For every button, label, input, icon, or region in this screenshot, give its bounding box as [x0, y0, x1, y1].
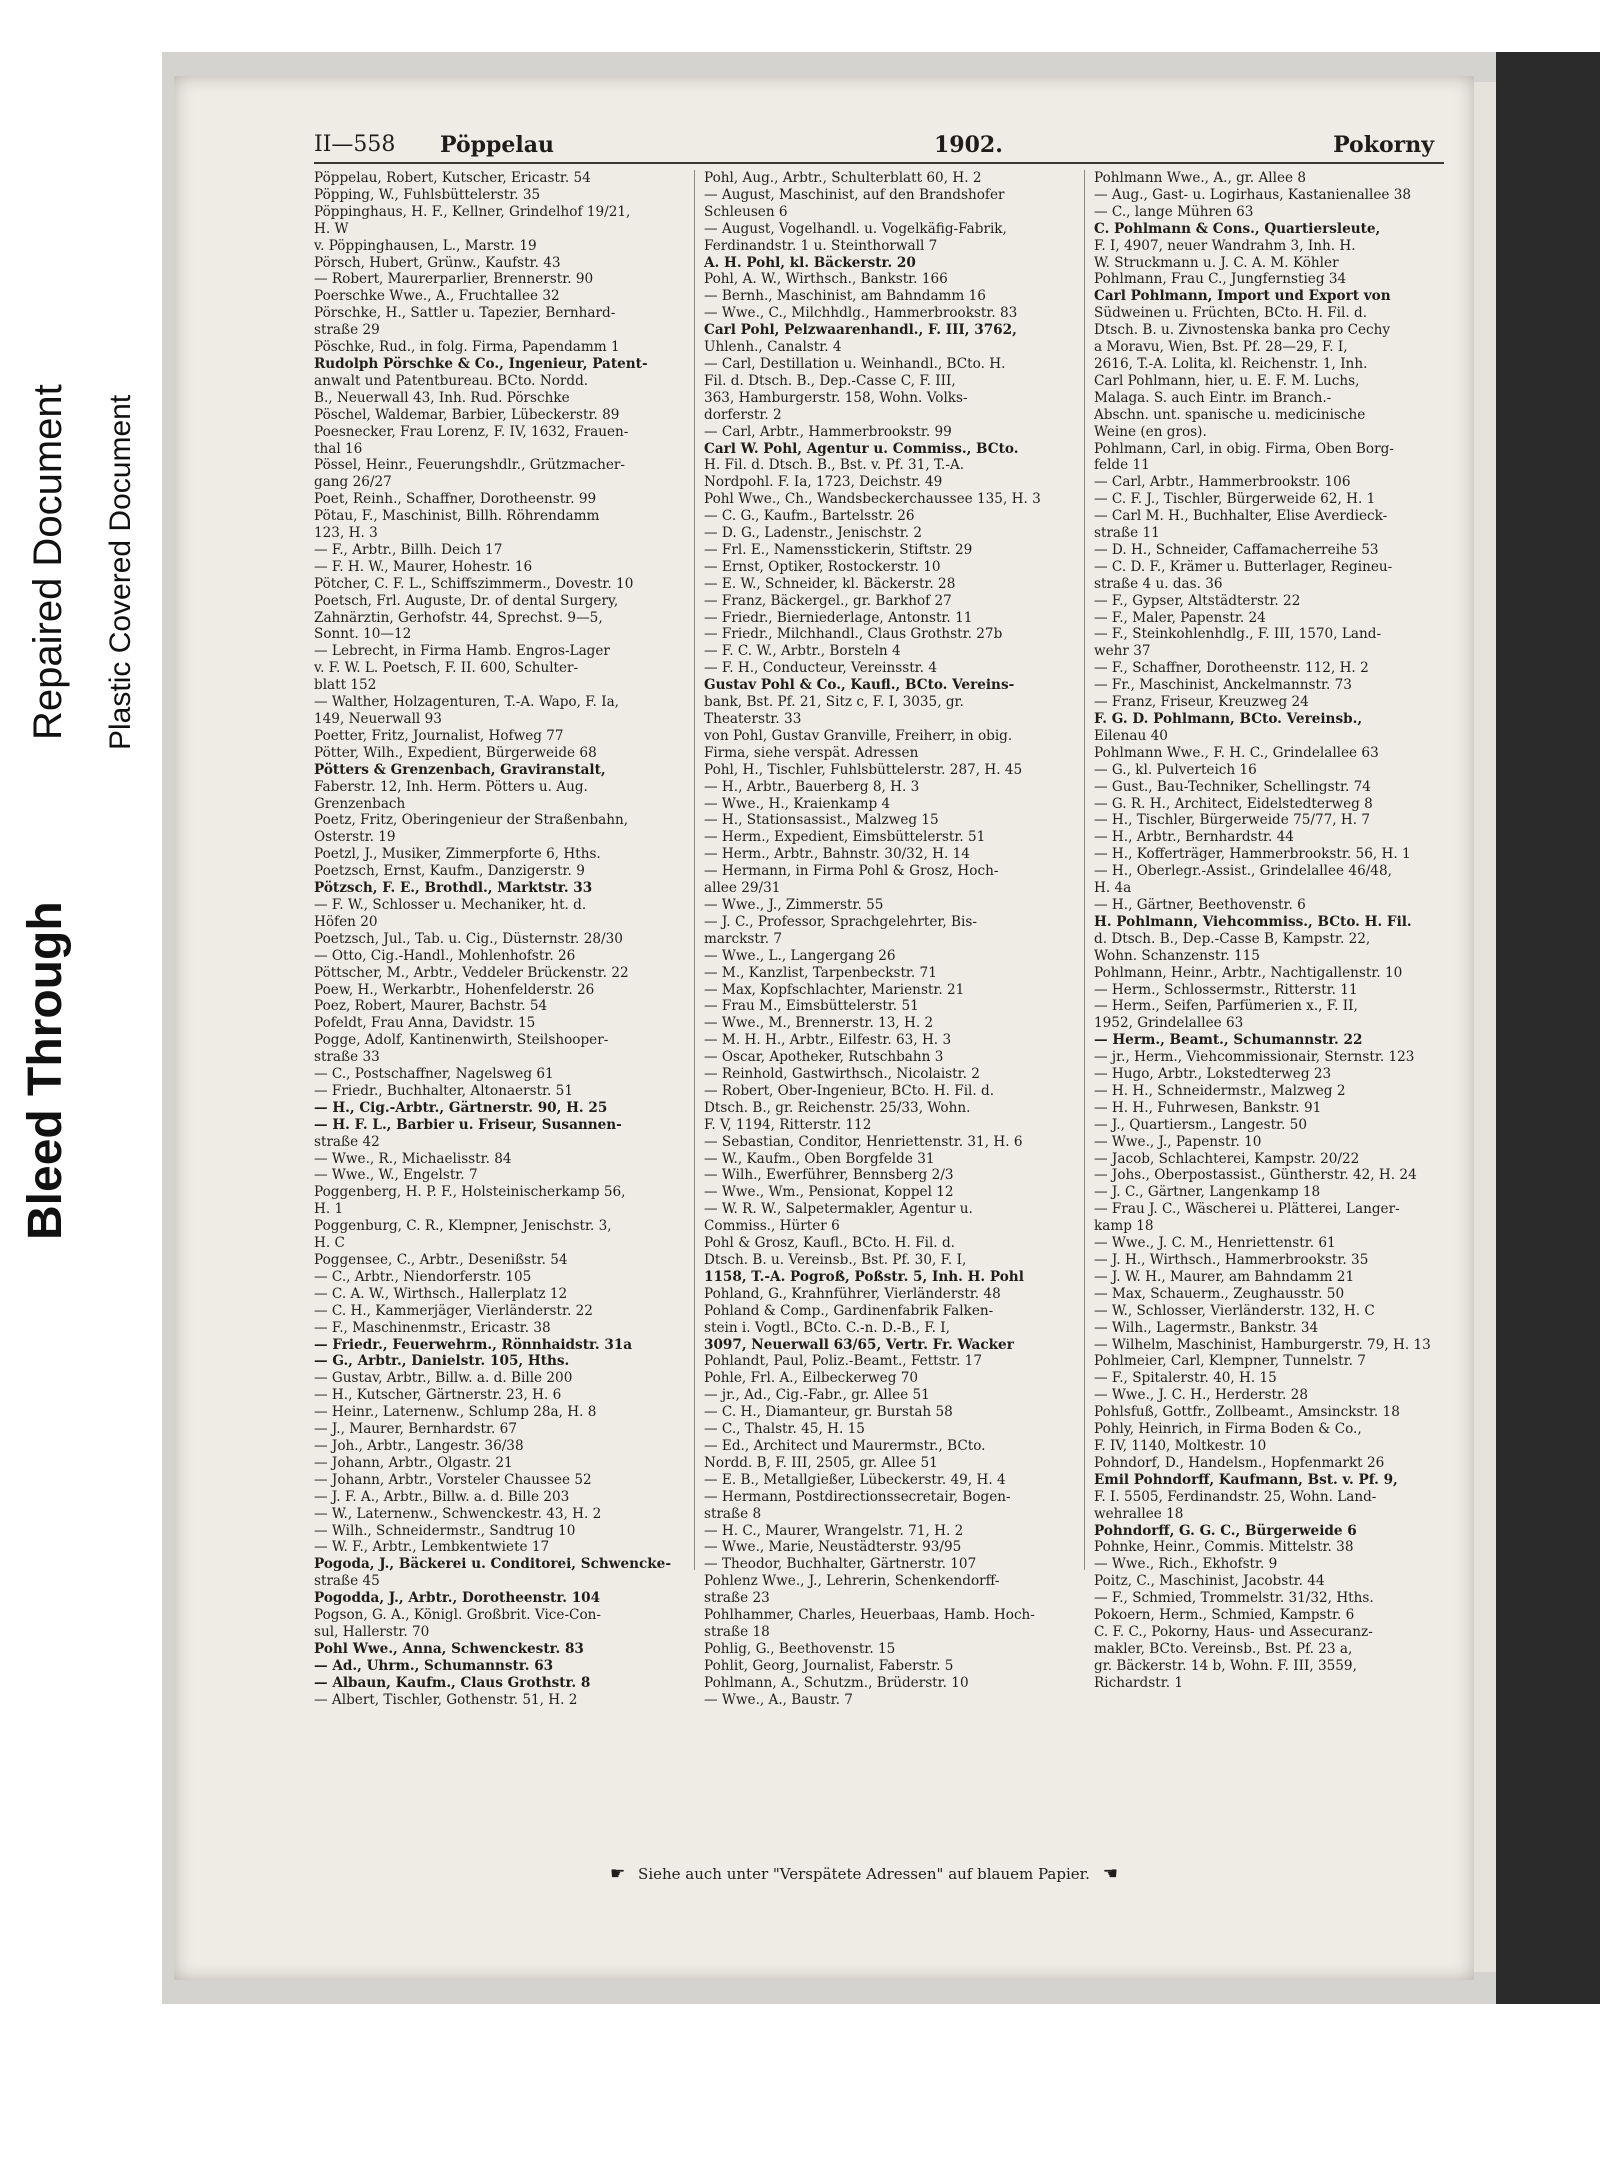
directory-entry: Pöschel, Waldemar, Barbier, Lübeckerstr. 89 [314, 406, 620, 423]
directory-entry: — Albaun, Kaufm., Claus Grothstr. 8 [314, 1674, 591, 1691]
directory-entry: 2616, T.-A. Lolita, kl. Reichenstr. 1, Inh. [1094, 355, 1368, 372]
directory-entry: — Wwe., M., Brennerstr. 13, H. 2 [704, 1015, 934, 1032]
directory-entry: dorferstr. 2 [704, 406, 782, 423]
directory-entry: — H., Gärtner, Beethovenstr. 6 [1094, 896, 1306, 913]
directory-entry: — J. C., Gärtner, Langenkamp 18 [1094, 1184, 1321, 1201]
directory-entry: — Ad., Uhrm., Schumannstr. 63 [314, 1657, 554, 1674]
directory-entry: Poitz, C., Maschinist, Jacobstr. 44 [1094, 1573, 1325, 1590]
directory-entry: Pohl & Grosz, Kaufl., BCto. H. Fil. d. [704, 1235, 955, 1252]
directory-entry: — Max, Schauerm., Zeughausstr. 50 [1094, 1285, 1345, 1302]
directory-entry: C. Pohlmann & Cons., Quartiersleute, [1094, 220, 1381, 237]
directory-entry: — F. H., Conducteur, Vereinsstr. 4 [704, 660, 937, 677]
directory-entry: Pössel, Heinr., Feuerungshdlr., Grützmacher- [314, 457, 625, 474]
directory-entry: Pöschke, Rud., in folg. Firma, Papendamm 1 [314, 339, 620, 356]
directory-entry: Pogodda, J., Arbtr., Dorotheenstr. 104 [314, 1590, 601, 1607]
directory-entry: — Oscar, Apotheker, Rutschbahn 3 [704, 1049, 944, 1066]
directory-page [174, 76, 1474, 1980]
directory-entry: — Friedr., Buchhalter, Altonaerstr. 51 [314, 1082, 573, 1099]
directory-entry: — August, Maschinist, auf den Brandshofer [704, 186, 1005, 203]
directory-entry: — Wwe., Marie, Neustädterstr. 93/95 [704, 1539, 962, 1556]
directory-entry: von Pohl, Gustav Granville, Freiherr, in obig. [704, 727, 1013, 744]
directory-entry: 149, Neuerwall 93 [314, 711, 442, 727]
directory-entry: B., Neuerwall 43, Inh. Rud. Pörschke [314, 389, 570, 406]
directory-entry: Dtsch. B. u. Zivnostenska banka pro Cechy [1094, 322, 1391, 339]
bleed-through-label: Bleed Through [19, 901, 72, 1240]
directory-entry: — F. W., Schlosser u. Mechaniker, ht. d. [314, 896, 587, 913]
directory-entry: — C. H., Diamanteur, gr. Burstah 58 [704, 1404, 953, 1421]
directory-entry: Poggensee, C., Arbtr., Desenißstr. 54 [314, 1252, 568, 1268]
directory-entry: Pohnke, Heinr., Commis. Mittelstr. 38 [1094, 1539, 1354, 1556]
directory-entry: Schleusen 6 [704, 203, 788, 220]
directory-entry: Pofeldt, Frau Anna, Davidstr. 15 [314, 1015, 536, 1032]
directory-entry: Pogoda, J., Bäckerei u. Conditorei, Schwencke- [314, 1556, 671, 1573]
directory-entry: — Wwe., J., Papenstr. 10 [1094, 1133, 1262, 1150]
directory-entry: — Robert, Ober-Ingenieur, BCto. H. Fil. d. [704, 1082, 995, 1099]
directory-entry: Malaga. S. auch Eintr. im Branch.- [1094, 389, 1332, 406]
directory-entry: Dtsch. B. u. Vereinsb., Bst. Pf. 30, F. I, [704, 1252, 967, 1268]
pointing-hand-left-icon: ☚ [1102, 1864, 1118, 1884]
directory-entry: — F. C. W., Arbtr., Borsteln 4 [704, 643, 901, 660]
directory-entry: — Wilhelm, Maschinist, Hamburgerstr. 79, H. 13 [1094, 1336, 1431, 1353]
directory-entry: Pötau, F., Maschinist, Billh. Röhrendamm [314, 508, 600, 525]
directory-entry: Dtsch. B., gr. Reichenstr. 25/33, Wohn. [704, 1099, 971, 1116]
directory-entry: Pohly, Heinrich, in Firma Boden & Co., [1094, 1421, 1362, 1438]
directory-entry: — M., Kanzlist, Tarpenbeckstr. 71 [704, 964, 937, 981]
directory-entry: — Franz, Friseur, Kreuzweg 24 [1094, 694, 1309, 711]
directory-entry: Weine (en gros). [1094, 423, 1207, 440]
directory-entry: Pohlmeier, Carl, Klempner, Tunnelstr. 7 [1094, 1353, 1366, 1370]
directory-entry: — Wilh., Schneidermstr., Sandtrug 10 [314, 1522, 576, 1539]
directory-entry: F. G. D. Pohlmann, BCto. Vereinsb., [1094, 711, 1363, 727]
directory-entry: Uhlenh., Canalstr. 4 [704, 339, 842, 356]
directory-entry: F. I. 5505, Ferdinandstr. 25, Wohn. Land- [1094, 1488, 1377, 1505]
directory-entry: Pötters & Grenzenbach, Graviranstalt, [314, 761, 606, 778]
column-1 [314, 170, 686, 1708]
header-left-word: Pöppelau [440, 132, 554, 158]
directory-entry: Pohlsfuß, Gottfr., Zollbeamt., Amsinckstr. 18 [1094, 1404, 1400, 1421]
column-separator [694, 170, 695, 1570]
page-header [314, 132, 1444, 162]
directory-entry: straße 45 [314, 1573, 380, 1590]
directory-entry: Carl Pohlmann, hier, u. E. F. M. Luchs, [1094, 372, 1360, 389]
directory-entry: — Carl, Arbtr., Hammerbrookstr. 106 [1094, 474, 1351, 491]
directory-entry: Poetzsch, Ernst, Kaufm., Danzigerstr. 9 [314, 863, 585, 880]
directory-entry: kamp 18 [1094, 1218, 1154, 1235]
directory-entry: Pohlhammer, Charles, Heuerbaas, Hamb. Hoch- [704, 1607, 1035, 1624]
directory-entry: — Wwe., A., Baustr. 7 [704, 1691, 853, 1708]
directory-entry: Ferdinandstr. 1 u. Steinthorwall 7 [704, 237, 938, 254]
directory-entry: Pohlmann, Heinr., Arbtr., Nachtigallenstr. 10 [1094, 964, 1403, 981]
directory-entry: — H., Kofferträger, Hammerbrookstr. 56, H. 1 [1094, 846, 1411, 863]
directory-entry: Carl Pohl, Pelzwaarenhandl., F. III, 3762, [704, 322, 1017, 339]
directory-entry: — Frau J. C., Wäscherei u. Plätterei, Langer- [1094, 1201, 1400, 1218]
directory-entry: straße 4 u. das. 36 [1094, 575, 1223, 592]
directory-entry: d. Dtsch. B., Dep.-Casse B, Kampstr. 22, [1094, 930, 1371, 947]
directory-entry: — Aug., Gast- u. Logirhaus, Kastanienallee 38 [1094, 186, 1412, 203]
directory-entry: 3097, Neuerwall 63/65, Vertr. Fr. Wacker [704, 1336, 1014, 1353]
directory-entry: Pohndorff, G. G. C., Bürgerweide 6 [1094, 1522, 1357, 1539]
directory-entry: — Wwe., Rich., Ekhofstr. 9 [1094, 1556, 1278, 1573]
directory-entry: — Wwe., J. C. H., Herderstr. 28 [1094, 1387, 1308, 1404]
directory-entry: 363, Hamburgerstr. 158, Wohn. Volks- [704, 389, 968, 406]
column-2 [704, 170, 1076, 1708]
directory-entry: — J. H., Wirthsch., Hammerbrookstr. 35 [1094, 1252, 1369, 1268]
directory-entry: Pohl, H., Tischler, Fuhlsbüttelerstr. 287, H. 45 [704, 761, 1023, 778]
directory-entry: Pohl, Aug., Arbtr., Schulterblatt 60, H. 2 [704, 170, 982, 186]
directory-entry: 123, H. 3 [314, 525, 378, 542]
directory-entry: Pörsch, Hubert, Grünw., Kaufstr. 43 [314, 254, 561, 271]
directory-entry: straße 42 [314, 1133, 380, 1150]
directory-entry: Pohlenz Wwe., J., Lehrerin, Schenkendorff- [704, 1573, 1000, 1590]
directory-entry: — Carl, Destillation u. Weinhandl., BCto. H. [704, 355, 1006, 372]
directory-entry: Pötter, Wilh., Expedient, Bürgerweide 68 [314, 744, 597, 761]
directory-entry: Pohlmann, Frau C., Jungfernstieg 34 [1094, 271, 1347, 288]
directory-entry: — Gust., Bau-Techniker, Schellingstr. 74 [1094, 778, 1371, 795]
directory-entry: gang 26/27 [314, 474, 392, 491]
directory-entry: Pohl, A. W., Wirthsch., Bankstr. 166 [704, 271, 948, 288]
directory-entry: F. V, 1194, Ritterstr. 112 [704, 1116, 872, 1133]
directory-entry: — C., Postschaffner, Nagelsweg 61 [314, 1066, 554, 1083]
directory-entry: Osterstr. 19 [314, 829, 396, 846]
directory-entry: Pokoern, Herm., Schmied, Kampstr. 6 [1094, 1607, 1355, 1624]
directory-entry: — Ernst, Optiker, Rostockerstr. 10 [704, 558, 941, 575]
directory-entry: — D. H., Schneider, Caffamacherreihe 53 [1094, 541, 1379, 558]
directory-entry: makler, BCto. Vereinsb., Bst. Pf. 23 a, [1094, 1640, 1353, 1657]
directory-entry: — C. D. F., Krämer u. Butterlager, Regineu- [1094, 558, 1393, 575]
directory-entry: — August, Vogelhandl. u. Vogelkäfig-Fabrik, [704, 220, 1007, 237]
header-rule [314, 162, 1444, 164]
next-page-edge [1472, 82, 1496, 1972]
directory-entry: — C. H., Kammerjäger, Vierländerstr. 22 [314, 1302, 593, 1319]
directory-entry: Poet, Reinh., Schaffner, Dorotheenstr. 99 [314, 491, 597, 508]
directory-entry: — Sebastian, Conditor, Henriettenstr. 31, H. 6 [704, 1133, 1023, 1150]
directory-entry: — W. F., Arbtr., Lembkentwiete 17 [314, 1539, 550, 1556]
directory-entry: — H. H., Fuhrwesen, Bankstr. 91 [1094, 1099, 1322, 1116]
directory-entry: Poez, Robert, Maurer, Bachstr. 54 [314, 998, 548, 1015]
directory-entry: Pogge, Adolf, Kantinenwirth, Steilshooper- [314, 1032, 609, 1049]
directory-entry: allee 29/31 [704, 880, 781, 897]
directory-entry: — H., Arbtr., Bernhardstr. 44 [1094, 829, 1294, 846]
directory-entry: Rudolph Pörschke & Co., Ingenieur, Patent- [314, 355, 648, 372]
directory-entry: — J. C., Professor, Sprachgelehrter, Bis- [704, 913, 977, 930]
directory-entry: — C., Arbtr., Niendorferstr. 105 [314, 1268, 532, 1285]
directory-entry: — F., Schmied, Trommelstr. 31/32, Hths. [1094, 1590, 1374, 1607]
directory-entry: H. C [314, 1235, 345, 1252]
directory-entry: Wohn. Schanzenstr. 115 [1094, 947, 1260, 964]
directory-entry: — Johs., Oberpostassist., Güntherstr. 42, H. 24 [1094, 1167, 1417, 1184]
directory-entry: — Wwe., R., Michaelisstr. 84 [314, 1150, 512, 1167]
directory-entry: Pohlmann Wwe., F. H. C., Grindelallee 63 [1094, 744, 1379, 761]
directory-entry: — G. R. H., Architect, Eidelstedterweg 8 [1094, 795, 1373, 812]
directory-entry: — H., Arbtr., Bauerberg 8, H. 3 [704, 778, 920, 795]
directory-entry: Carl Pohlmann, Import und Export von [1094, 288, 1391, 305]
directory-entry: sul, Hallerstr. 70 [314, 1623, 430, 1640]
directory-entry: — H., Cig.-Arbtr., Gärtnerstr. 90, H. 25 [314, 1099, 608, 1116]
directory-entry: bank, Bst. Pf. 21, Sitz c, F. I, 3035, gr. [704, 694, 964, 711]
directory-entry: straße 23 [704, 1590, 770, 1607]
directory-entry: — D. G., Ladenstr., Jenischstr. 2 [704, 525, 923, 542]
directory-entry: Firma, siehe verspät. Adressen [704, 744, 919, 761]
directory-entry: Commiss., Hürter 6 [704, 1218, 840, 1235]
directory-entry: — Theodor, Buchhalter, Gärtnerstr. 107 [704, 1556, 977, 1573]
scanned-page-area [162, 52, 1600, 2004]
directory-entry: — Herm., Schlossermstr., Ritterstr. 11 [1094, 981, 1358, 998]
directory-entry: — F., Schaffner, Dorotheenstr. 112, H. 2 [1094, 660, 1369, 677]
directory-entry: — Herm., Expedient, Eimsbüttelerstr. 51 [704, 829, 986, 846]
directory-entry: — Carl, Arbtr., Hammerbrookstr. 99 [704, 423, 952, 440]
page-number: II—558 [314, 132, 396, 157]
column-separator [1084, 170, 1085, 1570]
directory-entry: Pohland, G., Krahnführer, Vierländerstr. 48 [704, 1285, 1001, 1302]
header-year: 1902. [934, 132, 1003, 158]
directory-entry: — Gustav, Arbtr., Billw. a. d. Bille 200 [314, 1370, 573, 1387]
directory-entry: — Friedr., Bierniederlage, Antonstr. 11 [704, 609, 973, 626]
directory-entry: — Carl M. H., Buchhalter, Elise Averdieck- [1094, 508, 1388, 525]
directory-entry: — J., Quartiersm., Langestr. 50 [1094, 1116, 1307, 1133]
directory-entry: Höfen 20 [314, 913, 378, 930]
directory-entry: Richardstr. 1 [1094, 1674, 1183, 1691]
directory-entry: — C., Thalstr. 45, H. 15 [704, 1421, 865, 1438]
directory-entry: Poesnecker, Frau Lorenz, F. IV, 1632, Frauen- [314, 423, 629, 440]
directory-entry: F. I, 4907, neuer Wandrahm 3, Inh. H. [1094, 237, 1356, 254]
directory-entry: — E. B., Metallgießer, Lübeckerstr. 49, H. 4 [704, 1471, 1006, 1488]
directory-entry: A. H. Pohl, kl. Bäckerstr. 20 [704, 254, 916, 271]
directory-entry: — Robert, Maurerparlier, Brennerstr. 90 [314, 271, 594, 288]
directory-entry: — Wilh., Lagermstr., Bankstr. 34 [1094, 1319, 1319, 1336]
directory-entry: — F., Gypser, Altstädterstr. 22 [1094, 592, 1301, 609]
directory-entry: — F., Steinkohlenhdlg., F. III, 1570, Land- [1094, 626, 1382, 643]
directory-entry: — F. H. W., Maurer, Hohestr. 16 [314, 558, 533, 575]
directory-entry: — Johann, Arbtr., Olgastr. 21 [314, 1454, 513, 1471]
directory-entry: Grenzenbach [314, 795, 406, 812]
directory-entry: — J. W. H., Maurer, am Bahndamm 21 [1094, 1268, 1355, 1285]
column-3 [1094, 170, 1454, 1692]
directory-entry: — H., Kutscher, Gärtnerstr. 23, H. 6 [314, 1387, 562, 1404]
directory-entry: — Hermann, Postdirectionssecretair, Bogen- [704, 1488, 1011, 1505]
directory-entry: — Frau M., Eimsbüttelerstr. 51 [704, 998, 919, 1015]
directory-entry: — Jacob, Schlachterei, Kampstr. 20/22 [1094, 1150, 1360, 1167]
directory-entry: — H. F. L., Barbier u. Friseur, Susannen- [314, 1116, 622, 1133]
directory-entry: Nordd. B, F. III, 2505, gr. Allee 51 [704, 1454, 938, 1471]
directory-entry: — G., kl. Pulverteich 16 [1094, 761, 1257, 778]
directory-entry: Pohlig, G., Beethovenstr. 15 [704, 1640, 896, 1657]
directory-entry: — F., Arbtr., Billh. Deich 17 [314, 541, 503, 558]
directory-entry: — Wwe., J., Zimmerstr. 55 [704, 896, 884, 913]
directory-entry: — F., Maschinenmstr., Ericastr. 38 [314, 1319, 551, 1336]
directory-entry: straße 11 [1094, 525, 1160, 542]
directory-entry: — Hermann, in Firma Pohl & Grosz, Hoch- [704, 863, 999, 880]
directory-entry: H. W [314, 220, 349, 237]
directory-entry: Poetzl, J., Musiker, Zimmerpforte 6, Hths. [314, 846, 601, 863]
pointing-hand-right-icon: ☛ [610, 1864, 626, 1884]
directory-entry: — C. F. J., Tischler, Bürgerweide 62, H. 1 [1094, 491, 1376, 508]
directory-entry: H. 1 [314, 1201, 344, 1218]
directory-entry: C. F. C., Pokorny, Haus- und Assecuranz- [1094, 1623, 1373, 1640]
scanner-dark-band [1496, 52, 1600, 2004]
directory-entry: — W., Kaufm., Oben Borgfelde 31 [704, 1150, 935, 1167]
directory-entry: Eilenau 40 [1094, 727, 1168, 744]
directory-entry: Pohlandt, Paul, Poliz.-Beamt., Fettstr. 17 [704, 1353, 982, 1370]
directory-entry: — C., lange Mühren 63 [1094, 203, 1254, 220]
directory-entry: — Max, Kopfschlachter, Marienstr. 21 [704, 981, 965, 998]
directory-entry: — Herm., Arbtr., Bahnstr. 30/32, H. 14 [704, 846, 970, 863]
directory-entry: Pohlmann, Carl, in obig. Firma, Oben Borg- [1094, 440, 1394, 457]
directory-entry: — W., Laternenw., Schwenckestr. 43, H. 2 [314, 1505, 602, 1522]
directory-entry: Pohndorf, D., Handelsm., Hopfenmarkt 26 [1094, 1454, 1385, 1471]
directory-entry: — Wwe., C., Milchhdlg., Hammerbrookstr. 83 [704, 305, 1018, 322]
directory-entry: Fil. d. Dtsch. B., Dep.-Casse C, F. III, [704, 372, 956, 389]
directory-entry: — H., Tischler, Bürgerweide 75/77, H. 7 [1094, 812, 1371, 829]
directory-entry: 1952, Grindelallee 63 [1094, 1015, 1244, 1032]
directory-entry: Pötcher, C. F. L., Schiffszimmerm., Dovestr. 10 [314, 575, 634, 592]
directory-entry: Poetter, Fritz, Journalist, Hofweg 77 [314, 727, 564, 744]
directory-entry: v. F. W. L. Poetsch, F. II. 600, Schulter- [314, 660, 579, 677]
directory-entry: a Moravu, Wien, Bst. Pf. 28—29, F. I, [1094, 339, 1348, 356]
directory-entry: — Wwe., L., Langergang 26 [704, 947, 896, 964]
footer-note [414, 1864, 1314, 1884]
directory-entry: Südweinen u. Früchten, BCto. H. Fil. d. [1094, 305, 1368, 322]
repaired-document-label: Repaired Document [26, 384, 70, 740]
directory-entry: — Hugo, Arbtr., Lokstedterweg 23 [1094, 1066, 1332, 1083]
directory-entry: — C. A. W., Wirthsch., Hallerplatz 12 [314, 1285, 568, 1302]
directory-entry: W. Struckmann u. J. C. A. M. Köhler [1094, 254, 1339, 271]
directory-entry: — F., Spitalerstr. 40, H. 15 [1094, 1370, 1277, 1387]
directory-entry: Poetzsch, Jul., Tab. u. Cig., Düsternstr. 28/30 [314, 930, 623, 947]
directory-entry: straße 29 [314, 322, 380, 339]
directory-entry: — Wwe., H., Kraienkamp 4 [704, 795, 891, 812]
directory-entry: Pohl Wwe., Ch., Wandsbeckerchaussee 135, H. 3 [704, 491, 1041, 508]
directory-entry: Gustav Pohl & Co., Kaufl., BCto. Vereins- [704, 677, 1015, 694]
directory-entry: — Bernh., Maschinist, am Bahndamm 16 [704, 288, 986, 305]
directory-entry: marckstr. 7 [704, 930, 783, 947]
directory-entry: — Johann, Arbtr., Vorsteler Chaussee 52 [314, 1471, 592, 1488]
directory-entry: Poetz, Fritz, Oberingenieur der Straßenbahn, [314, 812, 629, 829]
directory-entry: Pogson, G. A., Königl. Großbrit. Vice-Con- [314, 1607, 601, 1624]
directory-entry: — C. G., Kaufm., Bartelsstr. 26 [704, 508, 915, 525]
directory-entry: — Herm., Beamt., Schumannstr. 22 [1094, 1032, 1363, 1049]
directory-entry: Pörschke, H., Sattler u. Tapezier, Bernhard- [314, 305, 616, 322]
directory-entry: — F., Maler, Papenstr. 24 [1094, 609, 1266, 626]
directory-entry: Pöttscher, M., Arbtr., Veddeler Brückenstr. 22 [314, 964, 629, 981]
directory-entry: anwalt und Patentbureau. BCto. Nordd. [314, 372, 589, 389]
header-right-word: Pokorny [1333, 132, 1434, 158]
directory-entry: H. Fil. d. Dtsch. B., Bst. v. Pf. 31, T.-A. [704, 457, 965, 474]
directory-entry: — Lebrecht, in Firma Hamb. Engros-Lager [314, 643, 610, 660]
directory-entry: Zahnärztin, Gerhofstr. 44, Sprechst. 9—5, [314, 609, 603, 626]
directory-entry: — H., Stationsassist., Malzweg 15 [704, 812, 939, 829]
directory-entry: — Reinhold, Gastwirthsch., Nicolaistr. 2 [704, 1066, 980, 1083]
directory-entry: — Wwe., Wm., Pensionat, Koppel 12 [704, 1184, 954, 1201]
directory-entry: — H., Oberlegr.-Assist., Grindelallee 46/48, [1094, 863, 1392, 880]
directory-entry: Pohlmann, A., Schutzm., Brüderstr. 10 [704, 1674, 969, 1691]
plastic-covered-label: Plastic Covered Document [104, 394, 137, 750]
directory-entry: Poggenberg, H. P. F., Holsteinischerkamp 56, [314, 1184, 626, 1201]
directory-entry: Pohlmann Wwe., A., gr. Allee 8 [1094, 170, 1307, 186]
footer-text: Siehe auch unter "Verspätete Adressen" auf blauem Papier. [638, 1865, 1090, 1883]
directory-entry: — Heinr., Laternenw., Schlump 28a, H. 8 [314, 1404, 597, 1421]
directory-entry: — Joh., Arbtr., Langestr. 36/38 [314, 1437, 524, 1454]
directory-entry: wehrallee 18 [1094, 1505, 1184, 1522]
directory-entry: — Friedr., Milchhandl., Claus Grothstr. 27b [704, 626, 1003, 643]
directory-entry: blatt 152 [314, 677, 377, 694]
directory-entry: wehr 37 [1094, 643, 1151, 660]
directory-entry: thal 16 [314, 440, 363, 457]
directory-entry: — jr., Herm., Viehcommissionair, Sternstr. 123 [1094, 1049, 1415, 1066]
directory-entry: — M. H. H., Arbtr., Eilfestr. 63, H. 3 [704, 1032, 952, 1049]
directory-entry: Poetsch, Frl. Auguste, Dr. of dental Surgery, [314, 592, 619, 609]
directory-entry: — J. F. A., Arbtr., Billw. a. d. Bille 203 [314, 1488, 570, 1505]
directory-entry: Emil Pohndorff, Kaufmann, Bst. v. Pf. 9, [1094, 1471, 1398, 1488]
directory-entry: H. 4a [1094, 880, 1132, 897]
directory-entry: Poggenburg, C. R., Klempner, Jenischstr. 3, [314, 1218, 612, 1235]
directory-entry: Pöppinghaus, H. F., Kellner, Grindelhof 19/21, [314, 203, 631, 220]
directory-entry: F. IV, 1140, Moltkestr. 10 [1094, 1437, 1267, 1454]
directory-entry: Poerschke Wwe., A., Fruchtallee 32 [314, 288, 560, 305]
directory-entry: gr. Bäckerstr. 14 b, Wohn. F. III, 3559, [1094, 1657, 1357, 1674]
directory-entry: Pohl Wwe., Anna, Schwenckestr. 83 [314, 1640, 584, 1657]
directory-entry: — Wwe., J. C. M., Henriettenstr. 61 [1094, 1235, 1336, 1252]
directory-entry: straße 18 [704, 1623, 770, 1640]
directory-entry: — G., Arbtr., Danielstr. 105, Hths. [314, 1353, 570, 1370]
directory-entry: — Otto, Cig.-Handl., Mohlenhofstr. 26 [314, 947, 576, 964]
directory-entry: — jr., Ad., Cig.-Fabr., gr. Allee 51 [704, 1387, 930, 1404]
directory-entry: — Walther, Holzagenturen, T.-A. Wapo, F. Ia, [314, 694, 619, 711]
directory-entry: — W., Schlosser, Vierländerstr. 132, H. C [1094, 1302, 1375, 1319]
directory-entry: Pohland & Comp., Gardinenfabrik Falken- [704, 1302, 994, 1319]
directory-entry: v. Pöppinghausen, L., Marstr. 19 [314, 237, 537, 254]
directory-entry: Abschn. unt. spanische u. medicinische [1094, 406, 1366, 423]
directory-entry: straße 8 [704, 1505, 762, 1522]
directory-entry: — H. C., Maurer, Wrangelstr. 71, H. 2 [704, 1522, 964, 1539]
directory-entry: — W. R. W., Salpetermakler, Agentur u. [704, 1201, 973, 1218]
directory-entry: — Frl. E., Namensstickerin, Stiftstr. 29 [704, 541, 973, 558]
directory-entry: — Wilh., Ewerführer, Bennsberg 2/3 [704, 1167, 954, 1184]
directory-entry: — Herm., Seifen, Parfümerien x., F. II, [1094, 998, 1358, 1015]
directory-entry: Pötzsch, F. E., Brothdl., Marktstr. 33 [314, 880, 593, 897]
directory-entry: — H. H., Schneidermstr., Malzweg 2 [1094, 1082, 1346, 1099]
directory-entry: — J., Maurer, Bernhardstr. 67 [314, 1421, 517, 1438]
directory-entry: — Friedr., Feuerwehrm., Rönnhaidstr. 31a [314, 1336, 633, 1353]
directory-entry: Pohle, Frl. A., Eilbeckerweg 70 [704, 1370, 919, 1387]
directory-entry: — Ed., Architect und Maurermstr., BCto. [704, 1437, 986, 1454]
directory-entry: Pöpping, W., Fuhlsbüttelerstr. 35 [314, 186, 541, 203]
directory-entry: — Albert, Tischler, Gothenstr. 51, H. 2 [314, 1691, 578, 1708]
directory-entry: felde 11 [1094, 457, 1150, 474]
directory-entry: Sonnt. 10—12 [314, 626, 412, 643]
directory-entry: Theaterstr. 33 [704, 711, 802, 727]
directory-entry: Pöppelau, Robert, Kutscher, Ericastr. 54 [314, 170, 591, 186]
directory-entry: Nordpohl. F. Ia, 1723, Deichstr. 49 [704, 474, 943, 491]
directory-entry: Carl W. Pohl, Agentur u. Commiss., BCto. [704, 440, 1019, 457]
directory-entry: — Wwe., W., Engelstr. 7 [314, 1167, 478, 1184]
directory-entry: straße 33 [314, 1049, 380, 1066]
directory-entry: Faberstr. 12, Inh. Herm. Pötters u. Aug. [314, 778, 588, 795]
directory-entry: — E. W., Schneider, kl. Bäckerstr. 28 [704, 575, 956, 592]
directory-entry: 1158, T.-A. Pogroß, Poßstr. 5, Inh. H. Pohl [704, 1268, 1024, 1285]
directory-entry: — Fr., Maschinist, Anckelmannstr. 73 [1094, 677, 1352, 694]
directory-entry: H. Pohlmann, Viehcommiss., BCto. H. Fil. [1094, 913, 1412, 930]
directory-entry: — Franz, Bäckergel., gr. Barkhof 27 [704, 592, 952, 609]
side-labels [0, 0, 160, 1500]
directory-entry: stein i. Vogtl., BCto. C.-n. D.-B., F. I, [704, 1319, 950, 1336]
directory-entry: Poew, H., Werkarbtr., Hohenfelderstr. 26 [314, 981, 595, 998]
directory-entry: Pohlit, Georg, Journalist, Faberstr. 5 [704, 1657, 954, 1674]
